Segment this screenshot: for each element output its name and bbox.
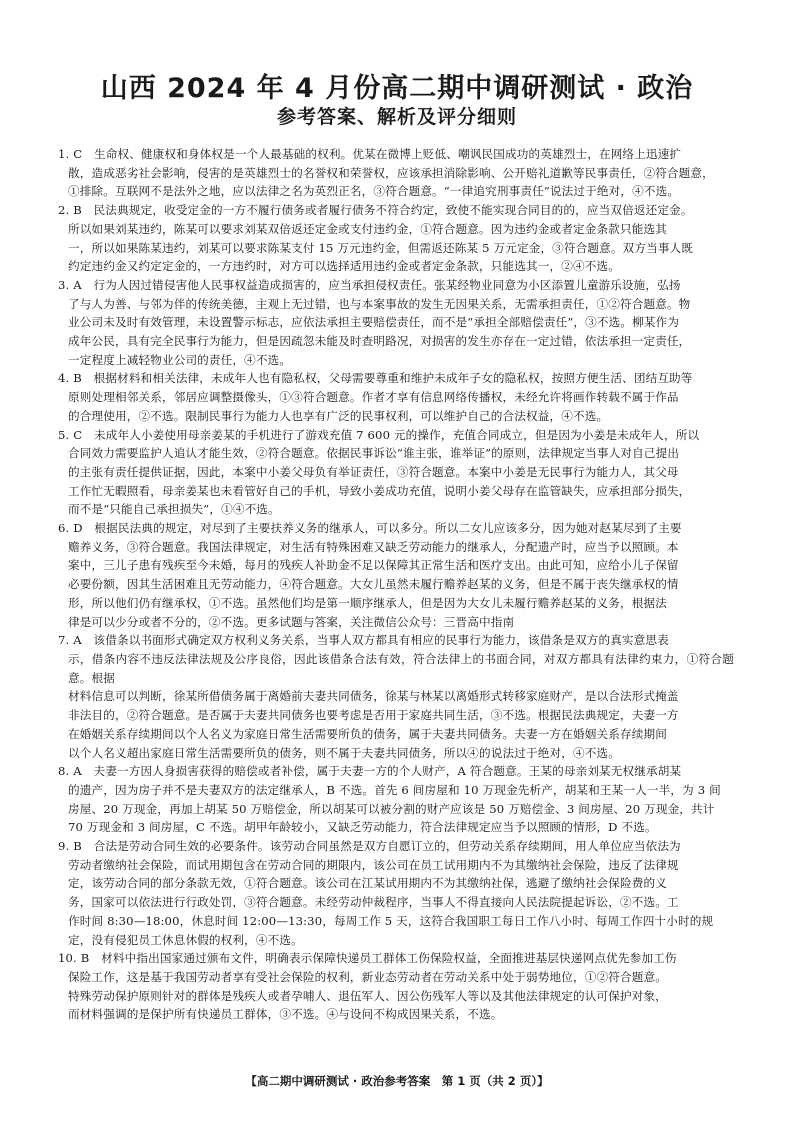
answer-item — [58, 631, 734, 762]
answer-item-line: 案中，三儿子患有残疾至今未婚，每月的残疾人补助金不足以保障其正常生活和医疗支出。由此可知，应给小儿子保留 — [68, 558, 679, 573]
page-footer: 【高二期中调研测试 · 政治参考答案 第 1 页（共 2 页）】 — [245, 1074, 549, 1088]
answer-item-line: 约定违约金又约定定金的，一方违约时，对方可以选择适用违约金或者定金条款，只能选其一，②④不选。 — [68, 259, 620, 274]
answer-item-line: 业公司未及时有效管理，未设置警示标志，应依法承担主要赔偿责任，而不是“承担全部赔偿责任”，③不选。柳某作为 — [68, 315, 680, 330]
answer-item-line: 在婚姻关系存续期间以个人名义为家庭日常生活需要所负的债务，属于夫妻共同债务。夫妻一方在婚姻关系存续期间 — [68, 726, 667, 741]
answer-item-line: 原则处理相邻关系，邻居应调整摄像头，①③符合题意。作者才享有信息网络传播权，未经允许将画作转载不属于作品 — [68, 390, 679, 405]
answer-item — [58, 201, 734, 276]
answer-item-line: 定，该劳动合同的部分条款无效，①符合题意。该公司在江某试用期内不为其缴纳社保，逃避了缴纳社会保险费的义 — [68, 876, 667, 891]
answer-item-line: 而不是“只能自己承担损失”，①④不选。 — [68, 502, 280, 517]
answer-item-line: 劳动者缴纳社会保险，而试用期包含在劳动合同的期限内，该公司在员工试用期内不为其缴纳社会保险，违反了法律规 — [68, 857, 679, 872]
answer-item-line: 形，所以他们仍有继承权，①不选。虽然他们均是第一顺序继承人，但是因为大女儿未履行赡养赵某的义务，根据法 — [68, 595, 667, 610]
answer-item-line: 的主张有责任提供证据，因此，本案中小姜父母负有举证责任，③符合题意。本案中小姜是无民事行为能力人，其父母 — [68, 464, 679, 479]
answer-item-line: 材料信息可以判断，徐某所借债务属于离婚前夫妻共同债务，徐某与林某以离婚形式转移家庭财产，是以合法形式掩盖 — [68, 689, 679, 704]
answer-item-line: 一定程度上减轻物业公司的责任，④不选。 — [68, 352, 292, 367]
answer-item-line: 保险工作，这是基于我国劳动者享有受社会保险的权利，新业态劳动者在劳动关系中处于弱势地位，①②符合题意。 — [68, 969, 667, 984]
answer-item-line: 定，没有侵犯员工休息休假的权利，④不选。 — [68, 932, 303, 947]
answer-item-line: 合同效力需要监护人追认才能生效，②符合题意。依据民事诉讼“谁主张，谁举证”的原则，法律规定当事人对自己提出 — [68, 446, 680, 461]
answer-item-line: 的合理使用，②不选。限制民事行为能力人也享有广泛的民事权利，可以维护自己的合法权益，④不选。 — [68, 408, 609, 423]
answer-item-lead-line: 6. D 根据民法典的规定，对尽到了主要扶养义务的继承人，可以多分。所以二女儿应该多分，因为她对赵某尽到了主要 — [58, 521, 682, 536]
answer-item-line: 非法目的，②符合题意。是否属于夫妻共同债务也要考虑是否用于家庭共同生活，③不选。根据民法典规定，夫妻一方 — [68, 708, 679, 723]
answer-item — [58, 426, 734, 520]
answer-item-line: 而材料强调的是保护所有快递员工群体，③不选。④与设问不构成因果关系，不选。 — [68, 1007, 503, 1022]
answer-item-lead-line: 2. B 民法典规定，收受定金的一方不履行债务或者履行债务不符合约定，致使不能实现合同目的的，应当双倍返还定金。 — [58, 203, 693, 218]
answer-item — [58, 276, 734, 370]
answer-item-lead-line: 10. B 材料中指出国家通过颁布文件，明确表示保障快递员工群体工伤保险权益，全面推进基层快递网点优先参加工伤 — [58, 951, 677, 966]
answer-item-line: 散，造成恶劣社会影响，侵害的是英雄烈士的名誉权和荣誉权，应该承担消除影响、公开赔礼道歉等民事责任，②符合题意， — [68, 165, 714, 180]
answer-item-line: 70 万现金和 3 间房屋，C 不选。胡甲年龄较小，又缺乏劳动能力，符合法律规定应当予以照顾的情形，D 不选。 — [68, 820, 657, 835]
answer-item-line: 了与人为善、与邻为伴的传统美德，主观上无过错，也与本案事故的发生无因果关系，无需承担责任，①②符合题意。物 — [68, 296, 691, 311]
answer-item-line: ①排除。互联网不是法外之地，应以法律之名为英烈正名，③符合题意。“一律追究刑事责任”说法过于绝对，④不选。 — [68, 184, 680, 199]
answer-item-line: 赡养义务，③符合题意。我国法律规定，对生活有特殊困难又缺乏劳动能力的继承人，分配遗产时，应当予以照顾。本 — [68, 539, 679, 554]
answer-item — [58, 837, 734, 949]
answer-item-lead-line: 1. C 生命权、健康权和身体权是一个人最基础的权利。优某在微博上贬低、嘲讽民国成功的英雄烈士，在网络上迅速扩 — [58, 147, 682, 161]
answer-item-lead-line: 8. A 夫妻一方因人身损害获得的赔偿或者补偿，属于夫妻一方的个人财产，A 符合题意。王某的母亲刘某无权继承胡某 — [58, 764, 682, 779]
answer-list — [58, 145, 734, 1024]
answer-item-line: 的遗产，因为房子并不是夫妻双方的法定继承人，B 不选。首先 6 间房屋和 10 万现金先析产，胡某和王某一人一半，为 3 间 — [68, 782, 721, 797]
answer-item-line: 所以如果刘某违约，陈某可以要求刘某双倍返还定金或支付违约金，①符合题意。因为违约金或者定金条款只能选其 — [68, 221, 667, 236]
answer-item — [58, 519, 734, 631]
answer-item-line: 以个人名义超出家庭日常生活需要所负的债务，则不属于夫妻共同债务，所以④的说法过于绝对，④不选。 — [68, 745, 620, 760]
answer-item — [58, 369, 734, 425]
answer-item-line: 律是可以少分或者不分的，②不选。更多试题与答案，关注微信公众号：三晋高中指南 — [68, 614, 515, 629]
answer-item — [58, 762, 734, 837]
answer-item-lead-line: 9. B 合法是劳动合同生效的必要条件。该劳动合同虽然是双方自愿订立的，但劳动关系存续期间，用人单位应当依法为 — [58, 839, 681, 854]
page-subtitle: 参考答案、解析及评分细则 — [276, 106, 517, 128]
answer-item-line: 工作忙无暇照看，母亲姜某也未看管好自己的手机，导致小姜成功充值，说明小姜父母存在监管缺失，应承担部分损失， — [68, 483, 691, 498]
answer-item-line: 务，国家可以依法进行行政处罚，③符合题意。未经劳动仲裁程序，当事人不得直接向人民法院提起诉讼，②不选。工 — [68, 895, 679, 910]
answer-item-line: 成年公民，具有完全民事行为能力，但是因疏忽未能及时查明路况，对损害的发生亦存在一定过错，依法承担一定责任， — [68, 334, 691, 349]
answer-item-lead-line: 3. A 行为人因过错侵害他人民事权益造成损害的，应当承担侵权责任。张某经物业同意为小区添置儿童游乐设施，弘扬 — [58, 277, 681, 292]
answer-item-line: 一，所以如果陈某违约，刘某可以要求陈某支付 15 万元违约金，但需返还陈某 5 万元定金，③符合题意。双方当事人既 — [68, 240, 694, 255]
answer-item-lead-line: 7. A 该借条以书面形式确定双方权利义务关系，当事人双方都具有相应的民事行为能力，该借条是双方的真实意思表 — [58, 633, 669, 648]
answer-item-line: 作时间 8:30—18:00，休息时间 12:00—13:30，每周工作 5 天，这符合我国职工每日工作八小时、每周工作四十小时的规 — [68, 913, 714, 928]
answer-item-line: 必要份额，因其生活困难且无劳动能力，④符合题意。大女儿虽然未履行赡养赵某的义务，但是不属于丧失继承权的情 — [68, 577, 679, 592]
answer-item-lead-line: 4. B 根据材料和相关法律，未成年人也有隐私权，父母需要尊重和维护未成年子女的隐私权，按照方便生活、团结互助等 — [58, 371, 693, 386]
answer-item-line: 房屋、20 万现金，再加上胡某 50 万赔偿金，所以胡某可以被分割的财产应该是 50 万赔偿金、3 间房屋、20 万现金，共计 — [68, 801, 715, 816]
answer-item-line: 特殊劳动保护原则针对的群体是残疾人或者孕哺人、退伍军人、因公伤残军人等以及其他法律规定的认可保护对象， — [68, 988, 667, 1003]
answer-item-line: 示，借条内容不违反法律法规及公序良俗，因此该借条合法有效，符合法律上的书面合同，对双方都具有法律约束力，①符合题意。根据 — [68, 651, 734, 685]
answer-item-lead-line: 5. C 未成年人小姜使用母亲姜某的手机进行了游戏充值 7 600 元的操作，充值合同成立，但是因为小姜是未成年人，所以 — [58, 427, 700, 442]
page-title: 山西 2024 年 4 月份高二期中调研测试 · 政治 — [100, 73, 694, 104]
answer-item — [58, 949, 734, 1024]
answer-item — [58, 145, 734, 201]
